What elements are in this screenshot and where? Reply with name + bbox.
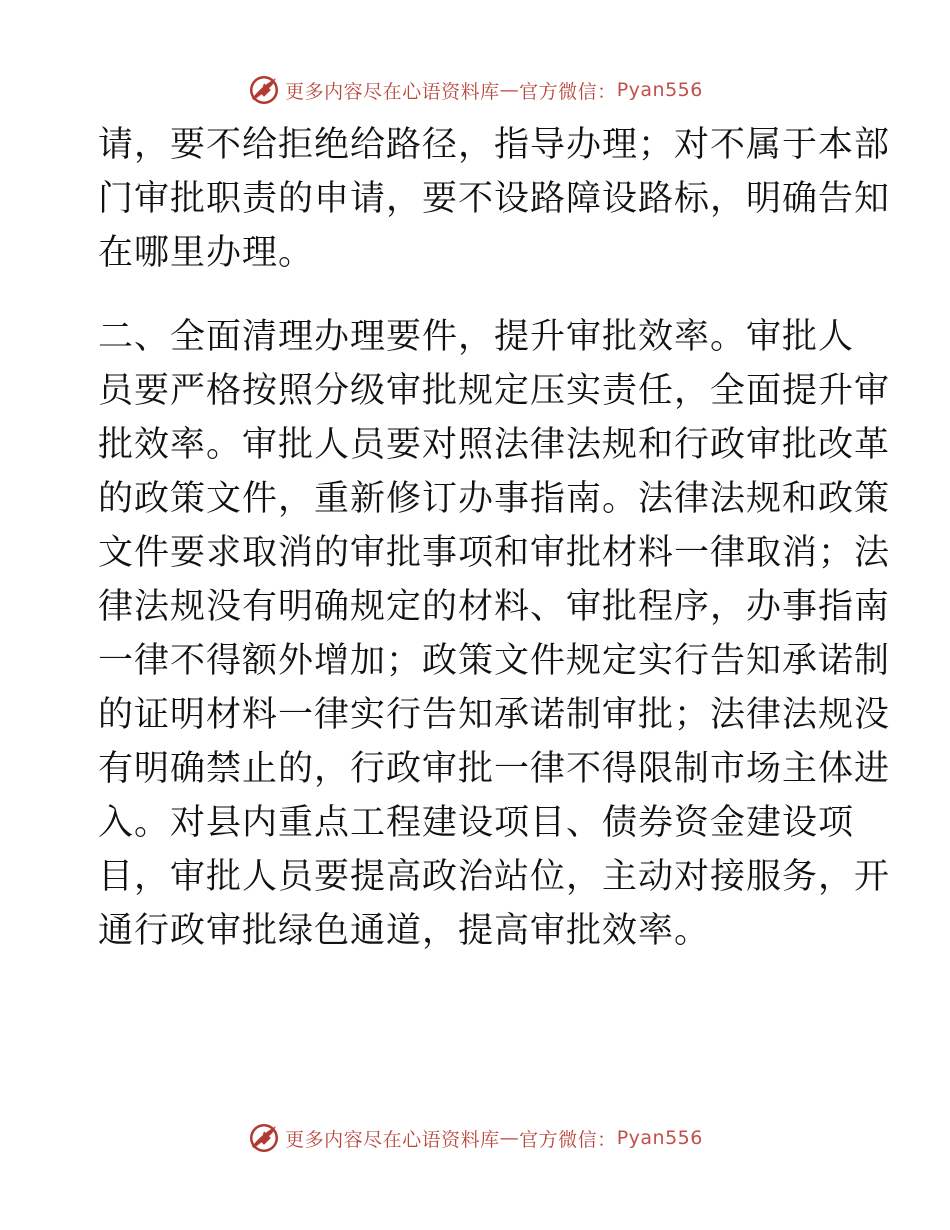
document-body [98, 118, 891, 958]
pen-emblem-icon [247, 73, 281, 107]
text-line: 的证明材料一律实行告知承诺制审批；法律法规没 [98, 695, 891, 735]
text-line: 门审批职责的申请，要不设路障设路标，明确告知 [98, 179, 891, 219]
text-line: 目，审批人员要提高政治站位，主动对接服务，开 [98, 857, 891, 897]
watermark-dash: — [499, 79, 520, 101]
text-line: 二、全面清理办理要件，提升审批效率。审批人 [98, 317, 855, 357]
header-watermark [0, 70, 950, 110]
watermark-main-text: 更多内容尽在心语资料库 [285, 1128, 500, 1151]
text-line: 文件要求取消的审批事项和审批材料一律取消；法 [98, 533, 891, 573]
watermark-wechat-id: Pyan556 [616, 1127, 703, 1149]
text-line: 的政策文件，重新修订办事指南。法律法规和政策 [98, 479, 891, 519]
paragraph-2 [98, 310, 891, 958]
text-line: 通行政审批绿色通道，提高审批效率。 [98, 911, 711, 951]
watermark-main-text: 更多内容尽在心语资料库 [285, 80, 500, 103]
text-line: 有明确禁止的，行政审批一律不得限制市场主体进 [98, 749, 891, 789]
pen-emblem-icon [247, 1121, 281, 1155]
text-line: 批效率。审批人员要对照法律法规和行政审批改革 [98, 425, 891, 465]
paragraph-gap [98, 280, 858, 310]
text-line: 请，要不给拒绝给路径，指导办理；对不属于本部 [98, 125, 891, 165]
text-line: 员要严格按照分级审批规定压实责任，全面提升审 [98, 371, 891, 411]
footer-watermark [0, 1118, 950, 1158]
text-line: 在哪里办理。 [98, 233, 315, 273]
text-line: 一律不得额外增加；政策文件规定实行告知承诺制 [98, 641, 891, 681]
watermark-wechat-id: Pyan556 [616, 79, 703, 101]
watermark-dash: — [499, 1127, 520, 1149]
watermark-label: 官方微信： [519, 1128, 617, 1151]
text-line: 律法规没有明确规定的材料、审批程序，办事指南 [98, 587, 891, 627]
paragraph-1 [98, 118, 891, 280]
watermark-label: 官方微信： [519, 80, 617, 103]
text-line: 入。对县内重点工程建设项目、债券资金建设项 [98, 803, 855, 843]
